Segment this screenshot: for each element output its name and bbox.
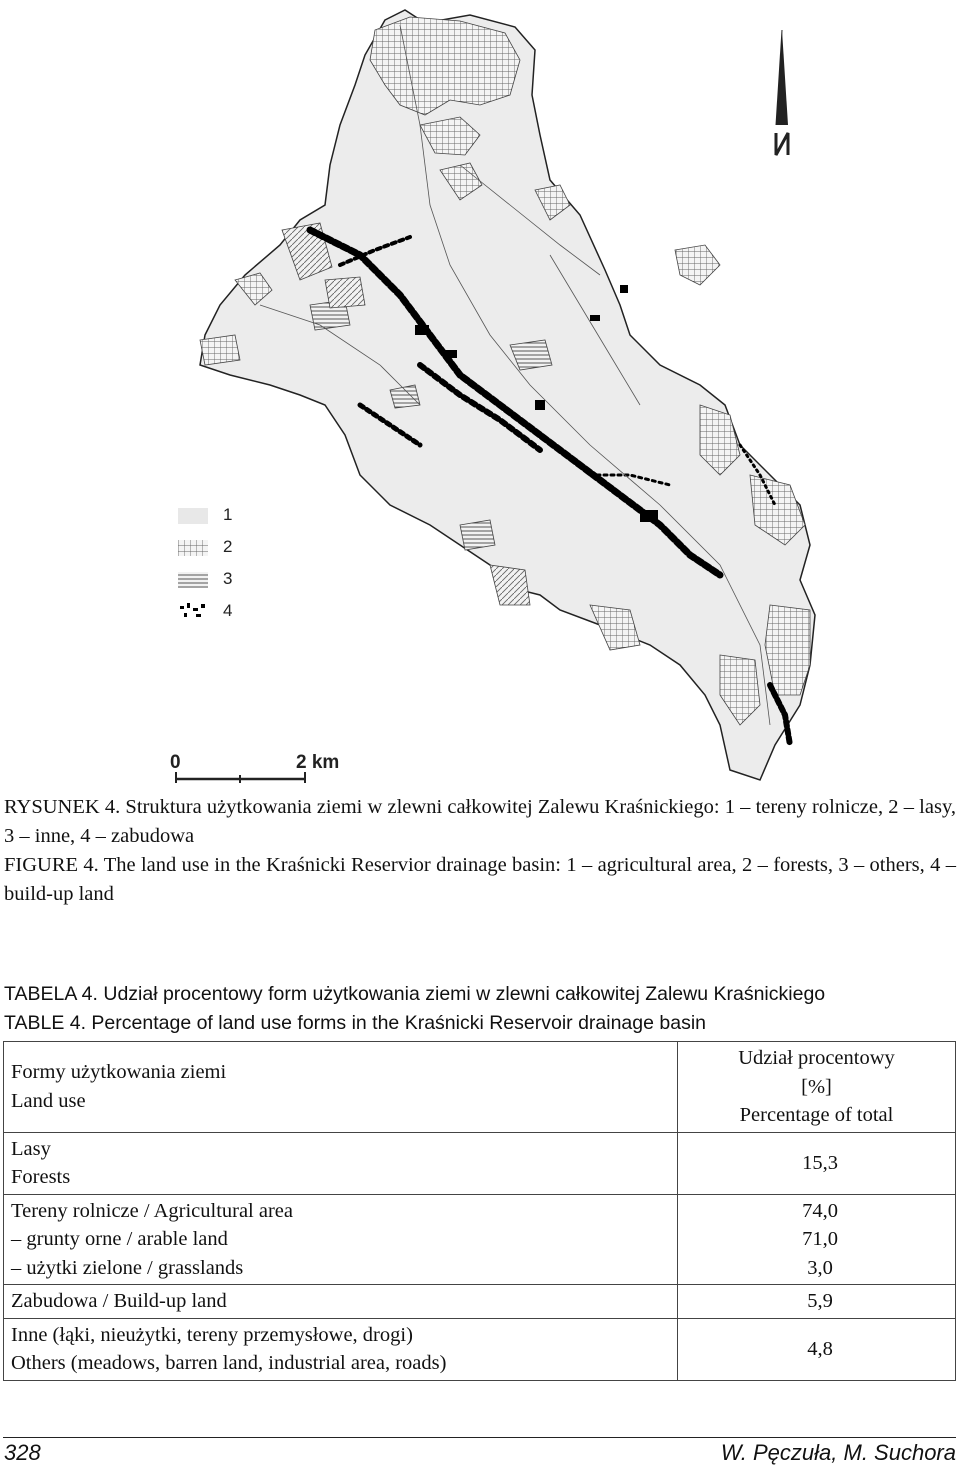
header-land-use [4, 1042, 678, 1133]
north-arrow-icon [776, 30, 788, 155]
figure-caption [4, 793, 956, 909]
legend-label-2: 2 [223, 537, 233, 556]
figure-caption-en: FIGURE 4. The land use in the Kraśnicki Reservior drainage basin: 1 – agricultural area, 2 – forests, 3 – others, 4 – build-up land [4, 854, 956, 905]
row-label-buildup [4, 1285, 678, 1319]
legend-swatch-2 [178, 540, 208, 556]
footer-divider [3, 1437, 956, 1438]
row-value: 3,0 [807, 1256, 833, 1279]
scale-bar [176, 772, 305, 783]
row-label-line: – użytki zielone / grasslands [11, 1256, 244, 1279]
table-row [4, 1132, 956, 1194]
header-percentage-en: Percentage of total [739, 1104, 894, 1126]
row-value: 5,9 [807, 1290, 833, 1312]
legend-label-4: 4 [223, 601, 233, 620]
row-value: 74,0 [802, 1199, 838, 1222]
table-row [4, 1318, 956, 1380]
table-header-row [4, 1042, 956, 1133]
map-legend [178, 508, 208, 617]
row-value-forests [678, 1132, 956, 1194]
row-label-agricultural [4, 1194, 678, 1285]
running-footer-authors: W. Pęczuła, M. Suchora [720, 1440, 956, 1465]
table-title [4, 980, 956, 1038]
row-value-buildup [678, 1285, 956, 1319]
header-land-use-en: Land use [11, 1089, 86, 1112]
row-label-forests [4, 1132, 678, 1194]
legend-label-3: 3 [223, 569, 233, 588]
land-use-map [160, 5, 820, 785]
land-use-map-figure [160, 5, 820, 785]
row-label-line: Lasy [11, 1137, 51, 1160]
row-label-line: – grunty orne / arable land [11, 1228, 228, 1250]
table-title-en: TABLE 4. Percentage of land use forms in the Kraśnicki Reservoir drainage basin [4, 1012, 706, 1034]
table-row [4, 1285, 956, 1319]
scale-label-end: 2 km [296, 752, 340, 773]
header-percentage-unit: [%] [801, 1075, 832, 1098]
row-label-line: Zabudowa / Build-up land [11, 1290, 227, 1312]
header-percentage-pl: Udział procentowy [738, 1047, 895, 1069]
row-label-line: Others (meadows, barren land, industrial area, roads) [11, 1352, 447, 1374]
header-land-use-pl: Formy użytkowania ziemi [11, 1061, 227, 1084]
header-percentage [678, 1042, 956, 1133]
scale-label-start: 0 [170, 752, 181, 773]
row-value: 15,3 [802, 1151, 838, 1174]
legend-swatch-4 [180, 603, 205, 617]
row-label-line: Tereny rolnicze / Agricultural area [11, 1199, 294, 1222]
table-title-pl: TABELA 4. Udział procentowy form użytkowania ziemi w zlewni całkowitej Zalewu Kraśnickiego [4, 983, 826, 1005]
row-label-line: Forests [11, 1166, 71, 1188]
row-value-agricultural [678, 1194, 956, 1285]
row-label-line: Inne (łąki, nieużytki, tereny przemysłowe, drogi) [11, 1323, 413, 1346]
figure-caption-pl: RYSUNEK 4. Struktura użytkowania ziemi w zlewni całkowitej Zalewu Kraśnickiego: 1 – tereny rolnicze, 2 – lasy, 3 – inne, 4 – zabudowa [4, 796, 956, 847]
legend-label-1: 1 [223, 505, 233, 524]
legend-swatch-3 [178, 572, 208, 588]
row-value: 71,0 [802, 1228, 838, 1250]
page-number: 328 [4, 1440, 41, 1465]
table-row [4, 1194, 956, 1285]
legend-swatch-1 [178, 508, 208, 524]
row-label-others [4, 1318, 678, 1380]
land-use-table [3, 1041, 956, 1381]
row-value-others [678, 1318, 956, 1380]
row-value: 4,8 [807, 1337, 833, 1360]
